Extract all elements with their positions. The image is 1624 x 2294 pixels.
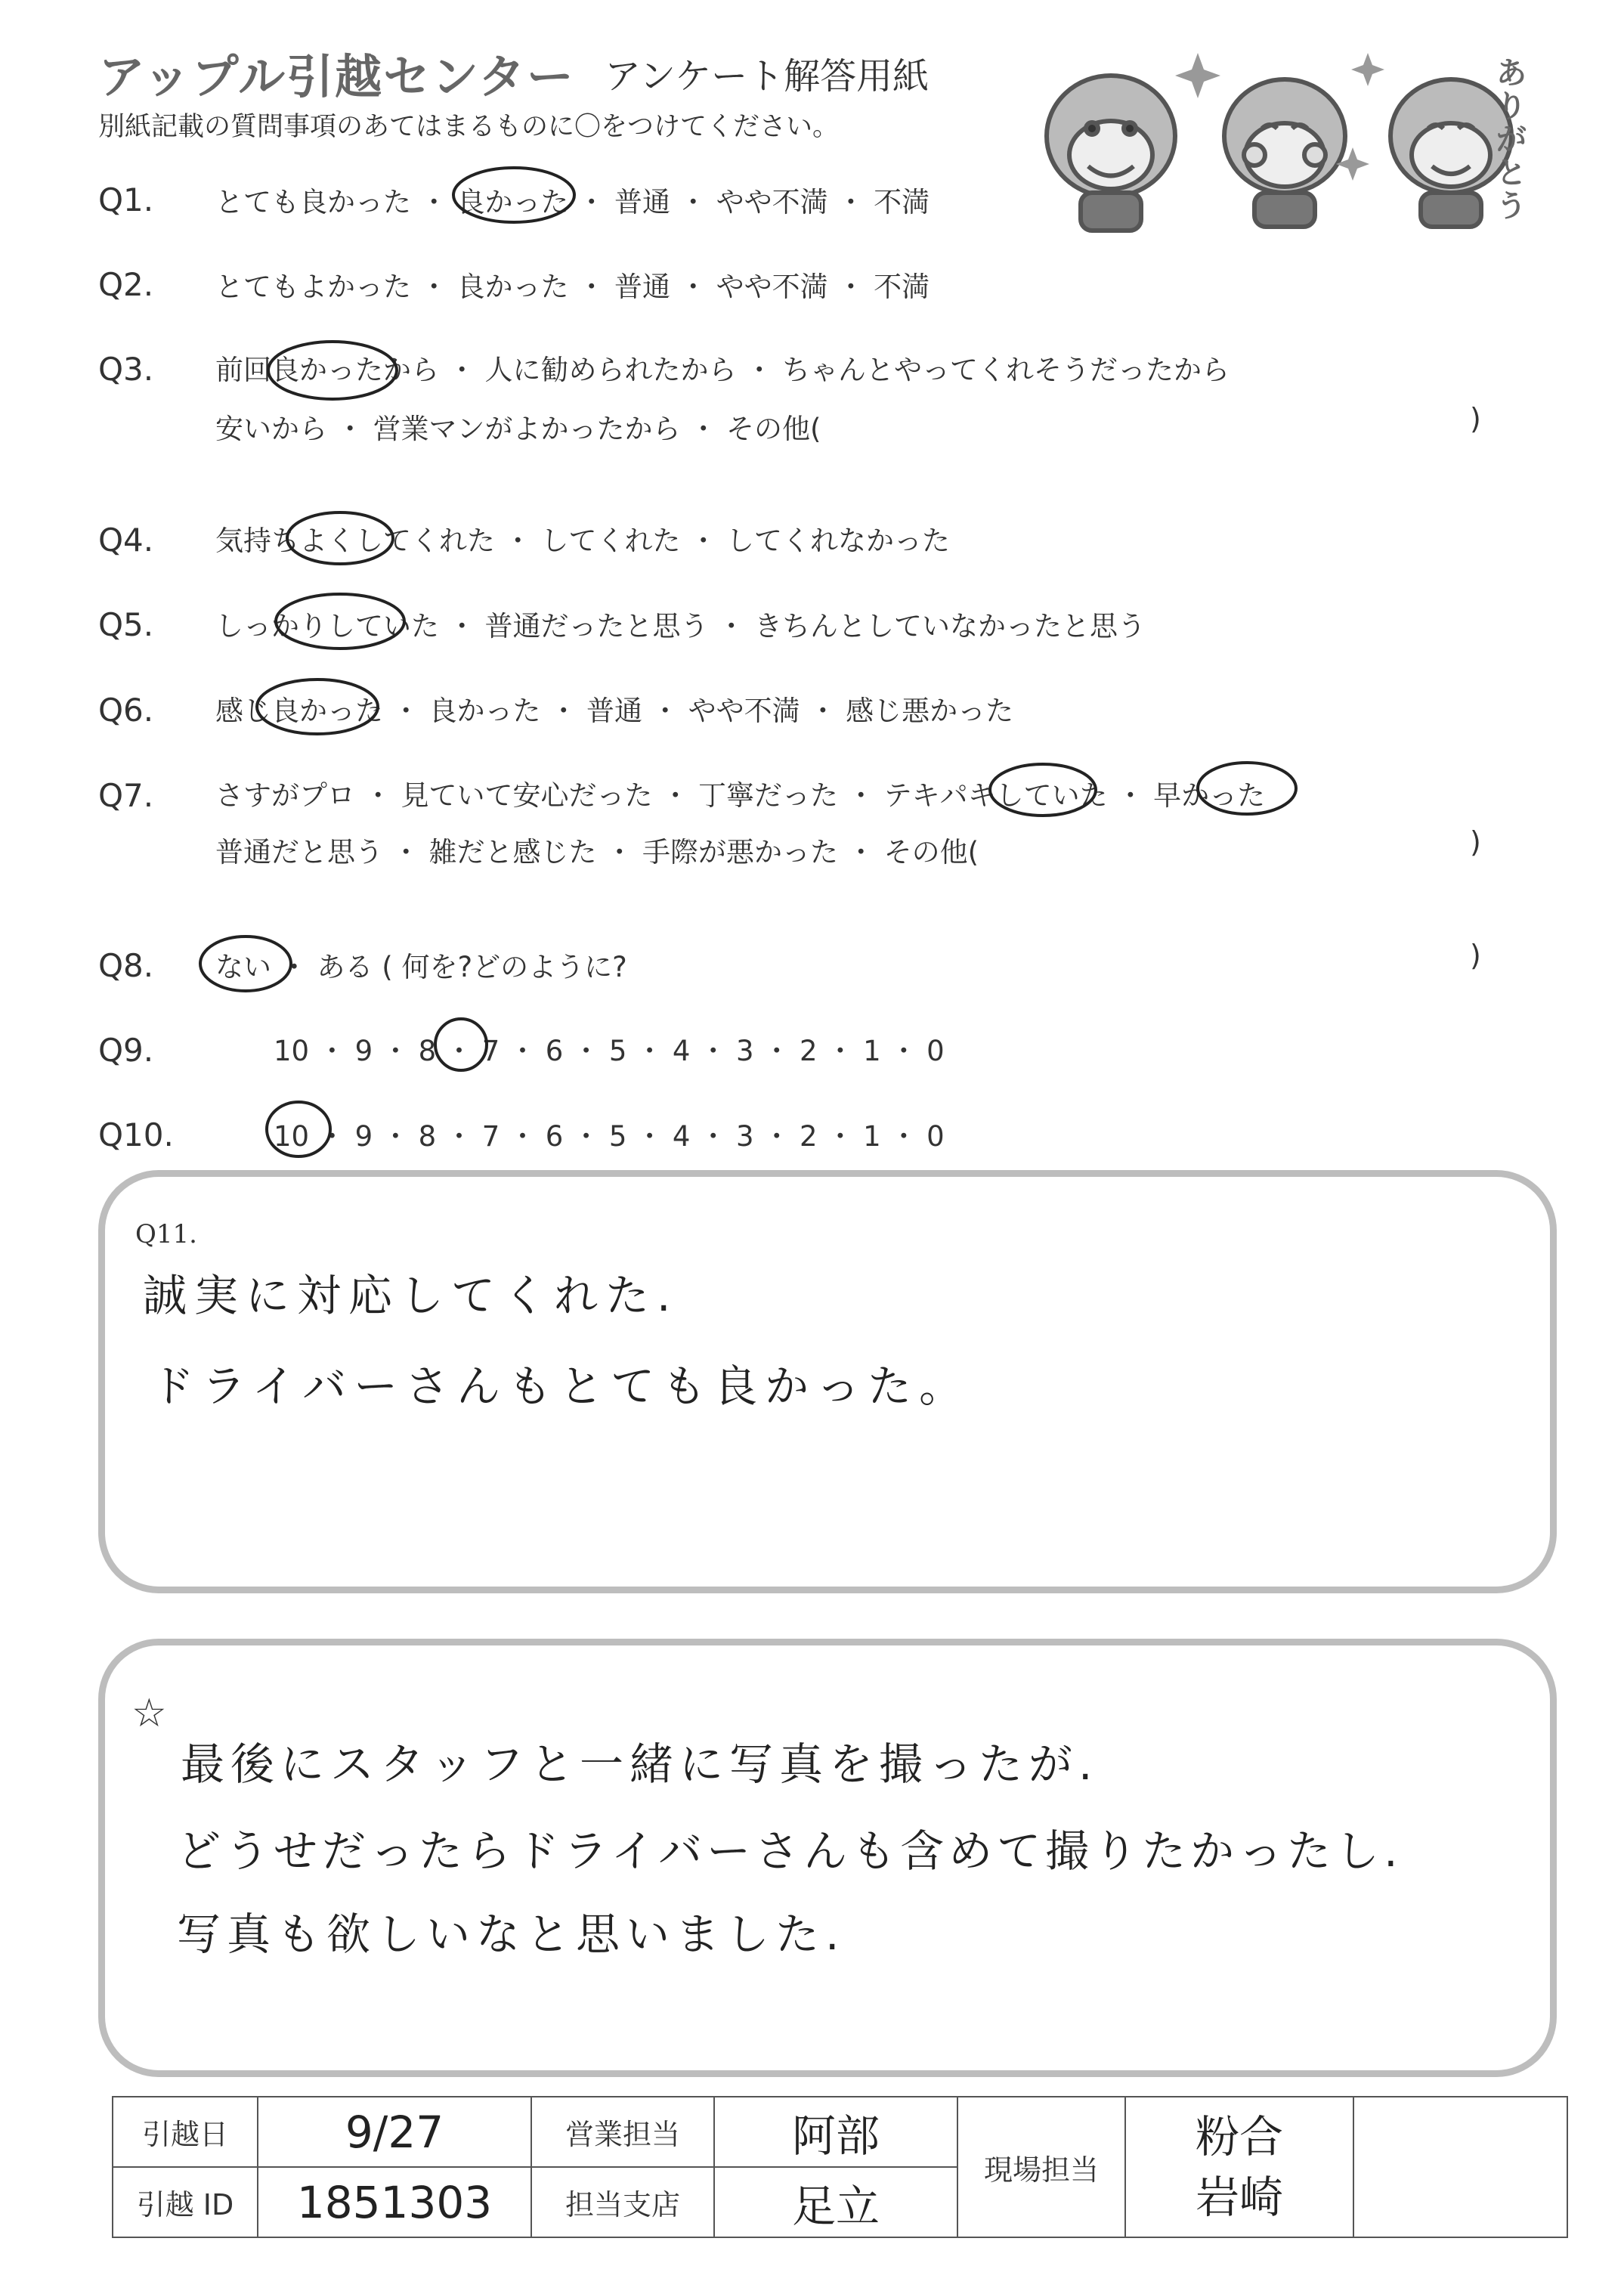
q11-comment-line1: 誠実に対応してくれた. [143,1270,679,1321]
q10-scale[interactable]: 10 ・ 9 ・ 8 ・ 7 ・ 6 ・ 5 ・ 4 ・ 3 ・ 2 ・ 1 ・ 0 [274,1120,945,1153]
q5-options[interactable]: しっかりしていた ・ 普通だったと思う ・ きちんとしていなかったと思う [215,610,1146,642]
q5-label: Q5. [98,606,154,643]
q11-comment-line2: ドライバーさんもとても良かった。 [150,1361,971,1412]
thanks-text: ありがとう [1496,56,1527,224]
branch-label: 担当支店 [531,2167,714,2237]
monkey-icon [1047,76,1175,231]
additional-comment-box [98,1639,1557,2077]
move-id-value: 1851303 [296,2176,493,2228]
q9-scale[interactable]: 10 ・ 9 ・ 8 ・ 7 ・ 6 ・ 5 ・ 4 ・ 3 ・ 2 ・ 1 ・ 0 [274,1035,945,1067]
q10-label: Q10. [98,1116,174,1153]
q2-label: Q2. [98,266,154,303]
q2-options[interactable]: とてもよかった ・ 良かった ・ 普通 ・ やや不満 ・ 不満 [215,271,930,303]
q7-options-line1[interactable]: さすがプロ ・ 見ていて安心だった ・ 丁寧だった ・ テキパキしていた ・ 早かった [215,779,1266,812]
q8-label: Q8. [98,947,154,984]
q11-comment-box [98,1170,1557,1593]
q1-options[interactable]: とても良かった ・ 良かった ・ 普通 ・ やや不満 ・ 不満 [215,186,930,218]
site-staff-1: 粉合 [1195,2111,1283,2162]
comment-line1: 最後にスタッフと一緒に写真を撮ったが. [181,1738,1099,1790]
q4-options[interactable]: 気持ちよくしてくれた ・ してくれた ・ してくれなかった [215,525,951,557]
q6-options[interactable]: 感じ良かった ・ 良かった ・ 普通 ・ やや不満 ・ 感じ悪かった [215,695,1014,727]
comment-line3: 写真も欲しいなと思いました. [177,1909,846,1960]
q3-close-paren: ) [1470,402,1481,435]
q3-options-line1[interactable]: 前回良かったから ・ 人に勧められたから ・ ちゃんとやってくれそうだったから [215,354,1230,386]
q7-options-line2[interactable]: 普通だと思う ・ 雑だと感じた ・ 手際が悪かった ・ その他( [215,836,979,868]
monkey-icon [1224,79,1345,227]
q1-label: Q1. [98,181,154,218]
q11-label: Q11. [135,1219,197,1249]
q7-label: Q7. [98,777,154,814]
q9-label: Q9. [98,1032,154,1069]
form-title: アンケート解答用紙 [605,55,930,98]
q4-label: Q4. [98,522,154,559]
branch-value: 足立 [791,2180,880,2232]
q3-options-line2[interactable]: 安いから ・ 営業マンがよかったから ・ その他( [215,413,821,445]
move-id-label: 引越 ID [113,2167,258,2237]
info-table [112,2096,1568,2238]
sales-value: 阿部 [791,2110,880,2162]
site-staff-2: 岩崎 [1195,2172,1283,2223]
company-title: アップル引越センター [98,49,575,104]
instruction-text: 別紙記載の質問事項のあてはまるものに〇をつけてください。 [98,112,840,142]
q8-close-paren: ) [1470,939,1481,972]
empty-cell [1353,2097,1567,2237]
site-label: 現場担当 [957,2097,1125,2237]
q8-options[interactable]: ない ・ ある ( 何を?どのように? [215,951,627,983]
move-date-value: 9/27 [345,2106,444,2158]
mascot-illustration [1028,23,1542,242]
move-date-label: 引越日 [113,2097,258,2167]
star-icon: ☆ [131,1691,167,1736]
comment-line2: どうせだったらドライバーさんも含めて撮りたかったし. [177,1825,1403,1877]
sales-label: 営業担当 [531,2097,714,2167]
q7-close-paren: ) [1470,825,1481,859]
q6-label: Q6. [98,692,154,729]
q3-label: Q3. [98,351,154,388]
